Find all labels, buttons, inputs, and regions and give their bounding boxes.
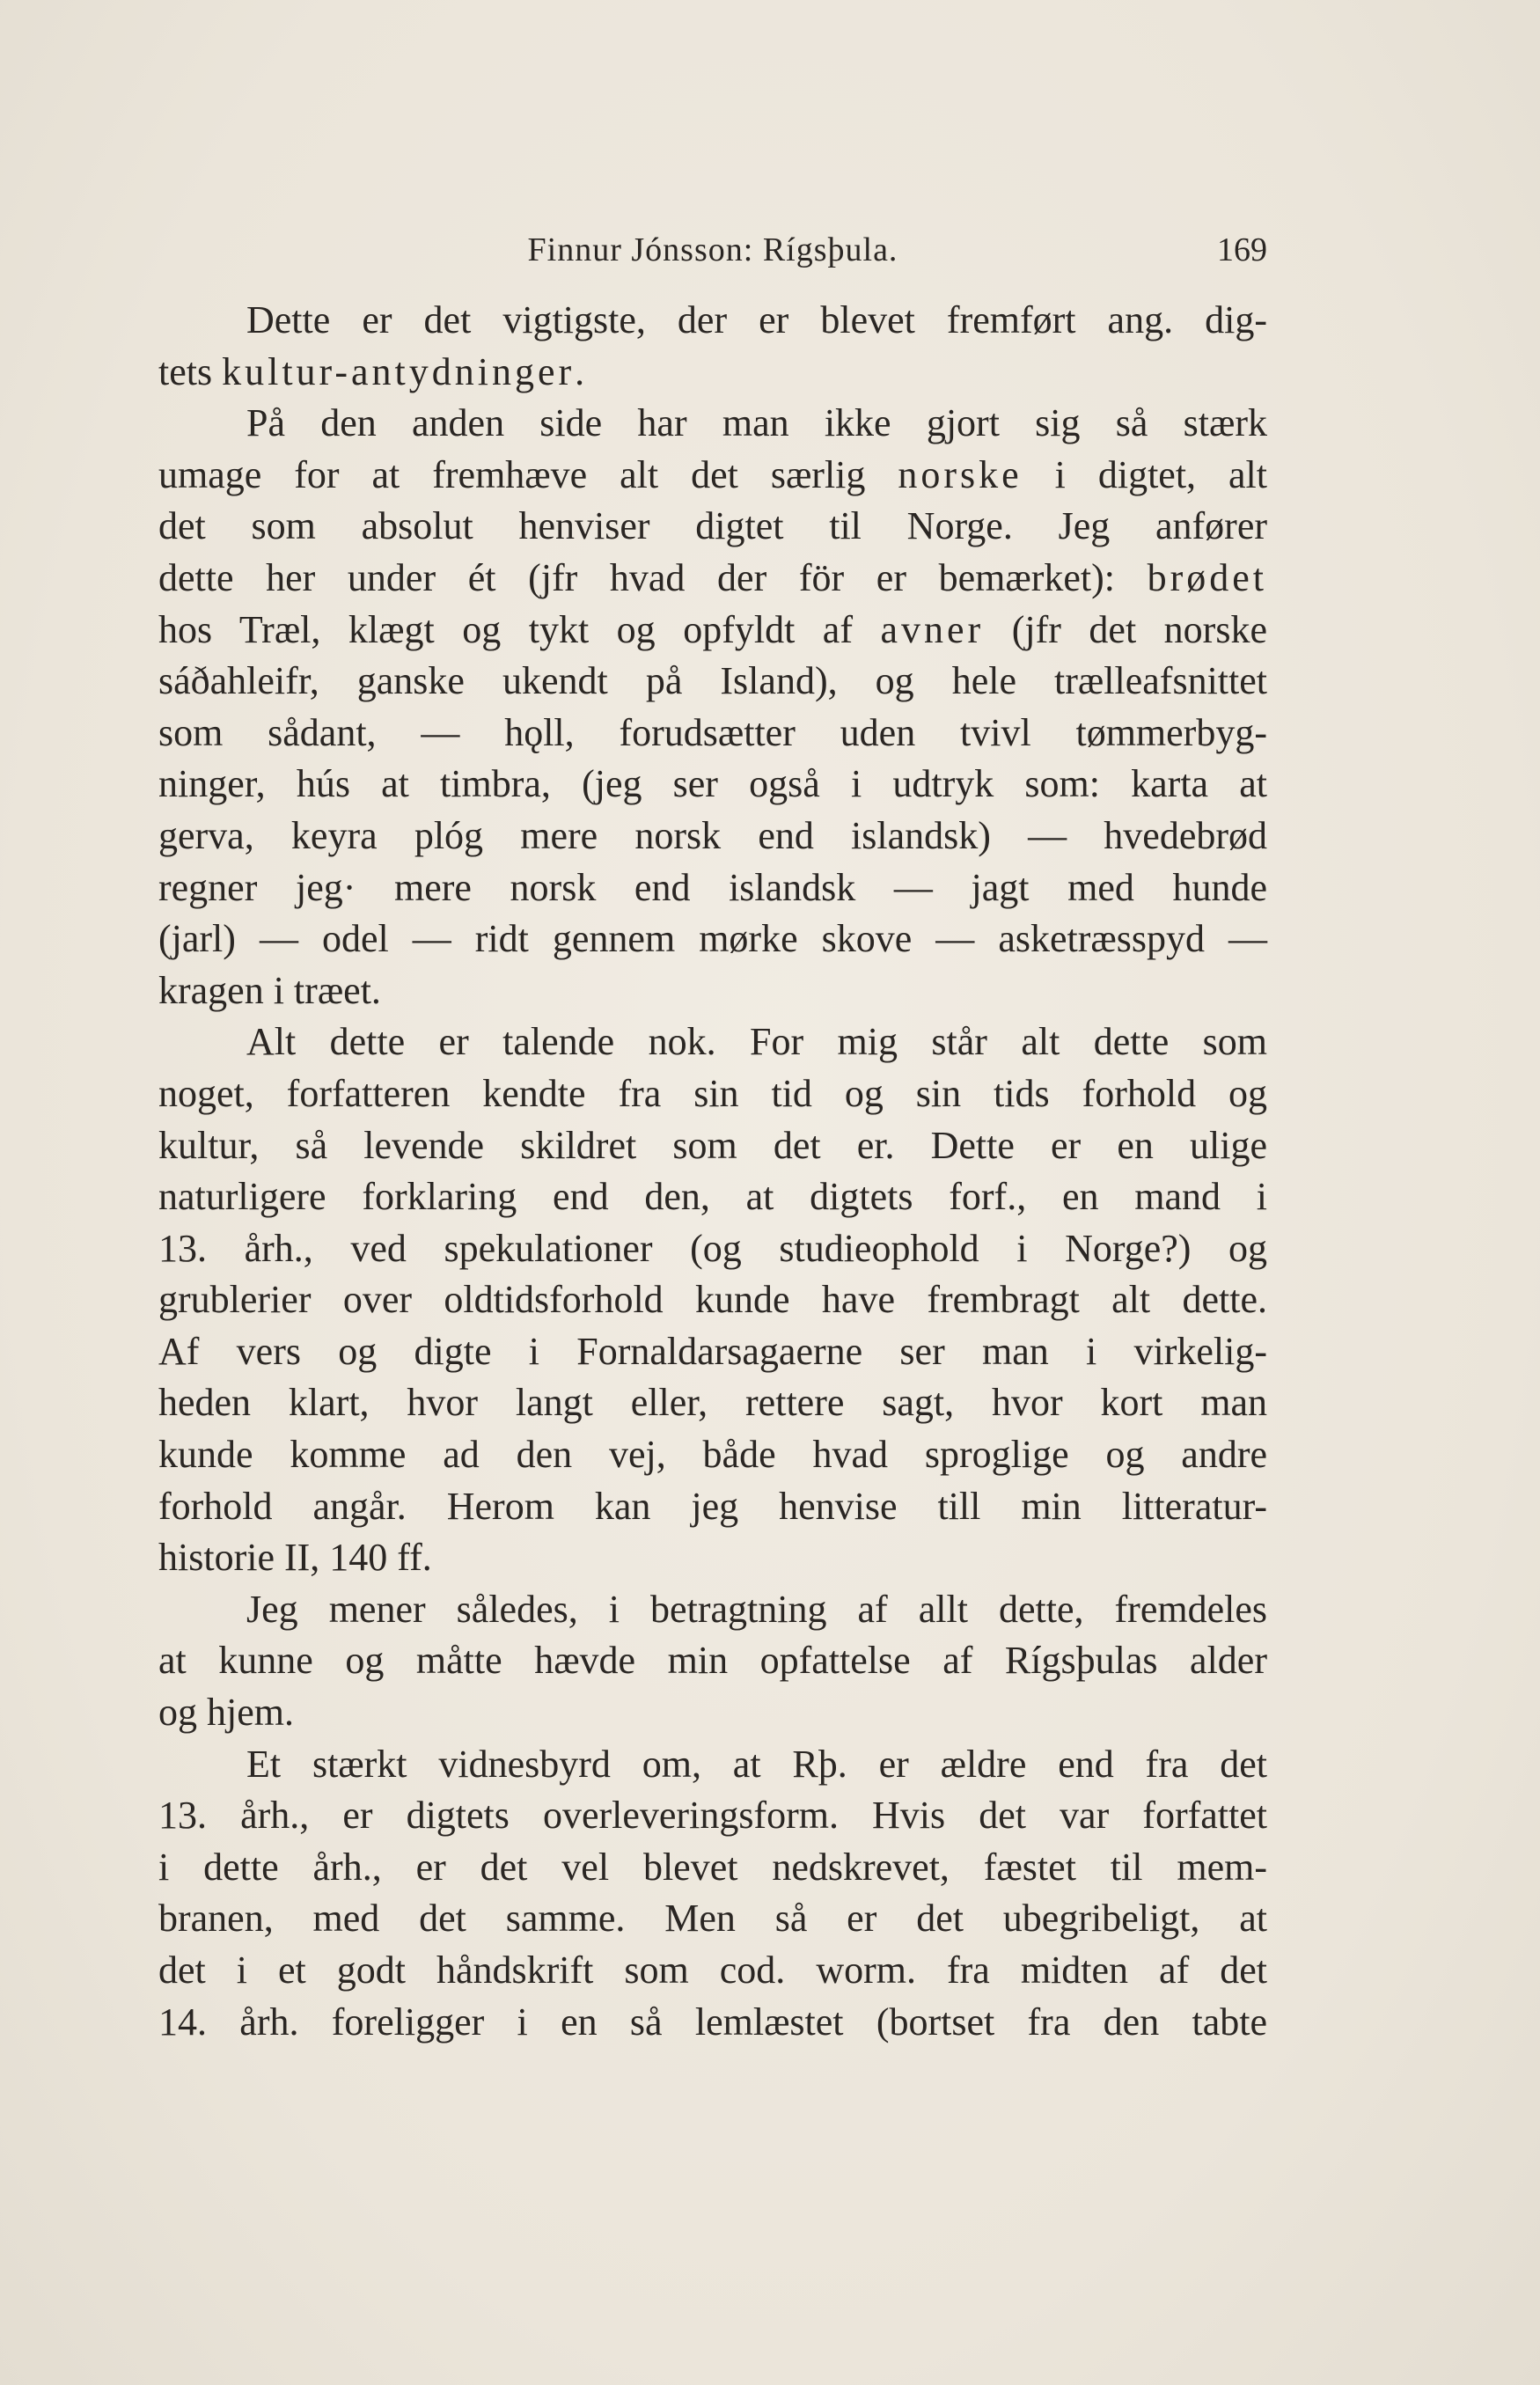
text-line bbox=[158, 1842, 1267, 1894]
text-run: På den anden side har man ikke gjort sig så stærk bbox=[246, 401, 1267, 445]
text-run: mere norsk end islandsk) — hvedebrød bbox=[483, 813, 1268, 857]
text-line bbox=[158, 862, 1267, 914]
text-run: Jeg mener således, i betragtning af allt dette, fremdeles bbox=[246, 1587, 1267, 1631]
text-run: kragen i træet. bbox=[158, 968, 381, 1012]
text-line bbox=[158, 605, 1267, 657]
text-line bbox=[158, 759, 1267, 811]
text-line bbox=[158, 1171, 1267, 1223]
body-text bbox=[158, 295, 1267, 2048]
text-line bbox=[158, 553, 1267, 605]
text-line bbox=[158, 347, 1267, 399]
text-run: 13. årh., ved spekulationer (og studieophold i Norge?) og bbox=[158, 1226, 1267, 1270]
text-run: og hjem. bbox=[158, 1691, 294, 1735]
italic-word: hǫll bbox=[504, 710, 565, 754]
text-run: at kunne og måtte hævde min opfattelse af Rígsþulas alder bbox=[158, 1639, 1267, 1683]
text-line bbox=[158, 1120, 1267, 1172]
text-run: (jfr det norske bbox=[984, 607, 1267, 651]
italic-word: sáðahleifr bbox=[158, 659, 310, 703]
italic-word: keyra plóg bbox=[290, 813, 484, 857]
text-line bbox=[158, 1016, 1267, 1068]
text-run: , bbox=[244, 813, 291, 857]
text-line bbox=[158, 1893, 1267, 1945]
text-run: Af vers og digte i Fornaldarsagaerne ser man i virkelig- bbox=[158, 1329, 1267, 1373]
italic-word: hús at timbra bbox=[296, 762, 541, 806]
text-line bbox=[158, 656, 1267, 708]
text-run: Dette er det vigtigste, der er blevet fremført ang. dig- bbox=[246, 298, 1267, 341]
text-run: noget, forfatteren kendte fra sin tid og sin tids forhold og bbox=[158, 1071, 1267, 1115]
text-line bbox=[158, 1532, 1267, 1584]
running-title: Finnur Jónsson: Rígsþula. bbox=[527, 231, 898, 268]
text-run: . bbox=[575, 349, 585, 393]
text-line bbox=[158, 811, 1267, 862]
text-run: branen, med det samme. Men så er det ubegribeligt, at bbox=[158, 1897, 1267, 1941]
text-line bbox=[158, 1739, 1267, 1791]
text-run: , (jeg ser også i udtryk som: bbox=[540, 762, 1132, 806]
text-run: som sådant, — bbox=[158, 710, 505, 754]
text-run: naturligere forklaring end den, at digtets forf., en mand i bbox=[158, 1175, 1267, 1219]
text-run: heden klart, hvor langt eller, rettere sagt, hvor kort man bbox=[158, 1381, 1267, 1425]
text-line bbox=[158, 1481, 1267, 1533]
text-line bbox=[158, 708, 1267, 760]
text-line bbox=[158, 501, 1267, 553]
italic-word: gerva bbox=[158, 813, 245, 857]
text-line bbox=[158, 1326, 1267, 1378]
text-run: 14. årh. foreligger i en så lemlæstet (bortset fra den tabte bbox=[158, 2000, 1267, 2044]
text-line bbox=[158, 1274, 1267, 1326]
italic-word: karta at bbox=[1131, 762, 1267, 806]
text-run: kunde komme ad den vej, både hvad sproglige og andre bbox=[158, 1433, 1267, 1477]
spaced-word: brødet bbox=[1147, 555, 1267, 599]
text-line bbox=[158, 1997, 1267, 2049]
text-line bbox=[158, 914, 1267, 965]
text-line bbox=[158, 1790, 1267, 1842]
text-run: forhold angår. Herom kan jeg henvise till min litteratur- bbox=[158, 1484, 1267, 1528]
spaced-word: avner bbox=[880, 607, 985, 651]
spaced-word: kultur-antydninger bbox=[222, 349, 576, 393]
text-run: i dette årh., er det vel blevet nedskrevet, fæstet til mem- bbox=[158, 1845, 1267, 1889]
text-run: (jarl) — odel — ridt gennem mørke skove — asketræsspyd — bbox=[158, 917, 1267, 961]
spaced-word: norske bbox=[898, 452, 1023, 496]
text-run: det som absolut henviser digtet til Norge. Jeg anfører bbox=[158, 504, 1267, 548]
text-line bbox=[158, 965, 1267, 1017]
text-run: kultur, så levende skildret som det er. Dette er en ulige bbox=[158, 1123, 1267, 1167]
text-run: dette her under ét (jfr hvad der för er bemærket): bbox=[158, 555, 1148, 599]
text-line bbox=[158, 1429, 1267, 1481]
text-run: , forudsætter uden tvivl tømmerbyg- bbox=[564, 710, 1267, 754]
text-line bbox=[158, 1223, 1267, 1275]
text-run: ninger, bbox=[158, 762, 297, 806]
text-run: 13. årh., er digtets overleveringsform. Hvis det var forfattet bbox=[158, 1794, 1267, 1838]
text-line bbox=[158, 1584, 1267, 1636]
text-line bbox=[158, 450, 1267, 502]
text-run: det i et godt håndskrift som cod. worm. fra midten af det bbox=[158, 1948, 1267, 1992]
text-run: grublerier over oldtidsforhold kunde have frembragt alt dette. bbox=[158, 1278, 1267, 1322]
text-run: historie II, 140 ff. bbox=[158, 1536, 432, 1580]
text-run: hos Træl, klægt og tykt og opfyldt af bbox=[158, 607, 881, 651]
text-run: tets bbox=[158, 349, 223, 393]
text-run: umage for at fremhæve alt det særlig bbox=[158, 452, 898, 496]
text-line bbox=[158, 1377, 1267, 1429]
text-line bbox=[158, 295, 1267, 347]
text-run: , ganske ukendt på Island), og hele trælleafsnittet bbox=[309, 659, 1267, 703]
page-number: 169 bbox=[1217, 231, 1267, 268]
running-header bbox=[158, 231, 1267, 283]
text-line bbox=[158, 1945, 1267, 1997]
text-line bbox=[158, 1635, 1267, 1687]
text-line bbox=[158, 398, 1267, 450]
text-run: regner jeg· mere norsk end islandsk — jagt med hunde bbox=[158, 865, 1267, 909]
text-run: Alt dette er talende nok. For mig står alt dette som bbox=[246, 1020, 1267, 1064]
text-run: i digtet, alt bbox=[1022, 452, 1267, 496]
text-run: Et stærkt vidnesbyrd om, at Rþ. er ældre end fra det bbox=[246, 1742, 1267, 1786]
text-line bbox=[158, 1687, 1267, 1739]
text-line bbox=[158, 1068, 1267, 1120]
